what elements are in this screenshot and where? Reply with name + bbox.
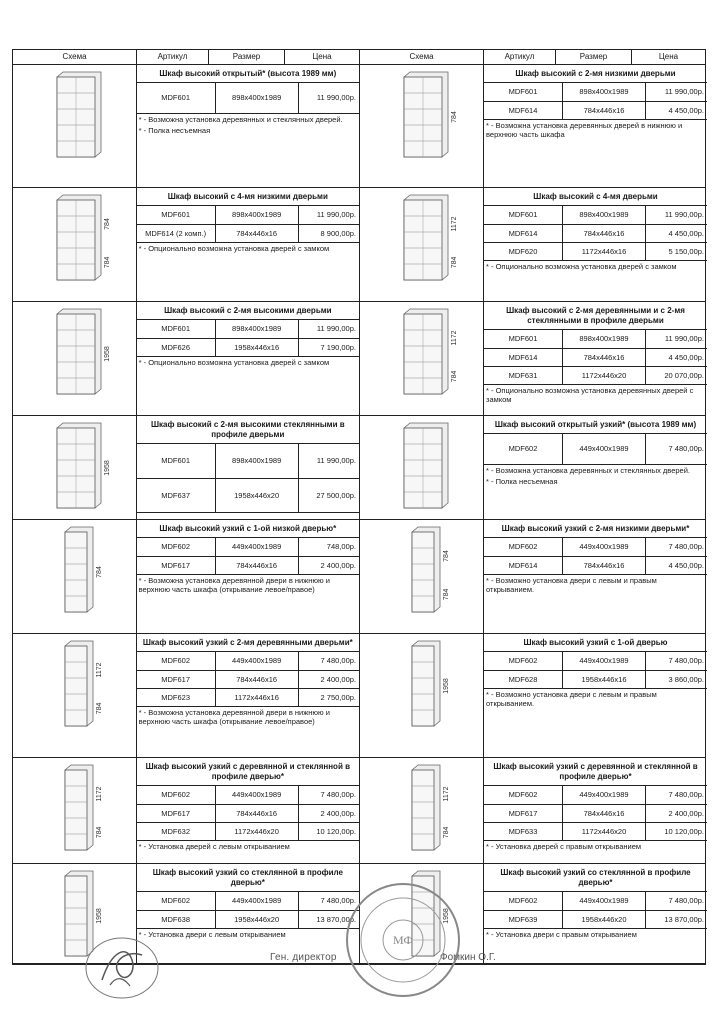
price-cell: 20 070,00р. bbox=[646, 366, 708, 384]
table-row bbox=[484, 652, 707, 670]
article-cell: MDF602 bbox=[137, 892, 216, 910]
product-cell-left bbox=[13, 864, 360, 963]
table-row bbox=[137, 822, 359, 840]
product-title: Шкаф высокий узкий с деревянной и стеклянной в профиле дверью* bbox=[137, 758, 359, 786]
size-cell: 449x400x1989 bbox=[563, 538, 646, 556]
article-cell: MDF602 bbox=[484, 538, 563, 556]
article-cell: MDF602 bbox=[137, 786, 216, 804]
table-row bbox=[484, 366, 707, 384]
table-row bbox=[137, 538, 359, 556]
price-cell: 7 480,00р. bbox=[646, 434, 708, 464]
product-title: Шкаф высокий узкий со стеклянной в профиле дверью* bbox=[484, 864, 707, 892]
product-info bbox=[137, 188, 359, 301]
size-cell: 449x400x1989 bbox=[215, 786, 298, 804]
article-cell: MDF614 bbox=[484, 101, 563, 119]
table-row bbox=[137, 556, 359, 574]
price-table bbox=[137, 206, 359, 243]
price-cell: 2 400,00р. bbox=[298, 556, 359, 574]
director-label: Ген. директор bbox=[270, 952, 337, 963]
product-info bbox=[484, 864, 707, 963]
product-info bbox=[137, 520, 359, 633]
table-row bbox=[137, 83, 359, 113]
article-cell: MDF602 bbox=[484, 786, 563, 804]
product-info bbox=[137, 634, 359, 757]
article-cell: MDF628 bbox=[484, 670, 563, 688]
size-cell: 449x400x1989 bbox=[215, 892, 298, 910]
cabinet-sketch bbox=[13, 758, 137, 868]
article-cell: MDF639 bbox=[484, 910, 563, 928]
article-cell: MDF626 bbox=[137, 338, 216, 356]
dimension-label: 784 bbox=[443, 588, 450, 601]
price-cell: 10 120,00р. bbox=[646, 822, 708, 840]
product-row bbox=[13, 416, 705, 520]
size-cell: 898x400x1989 bbox=[215, 444, 298, 478]
price-table bbox=[137, 892, 359, 929]
product-info bbox=[137, 302, 359, 415]
size-cell: 1172x446x20 bbox=[563, 366, 646, 384]
price-table bbox=[137, 83, 359, 114]
dimension-label: 784 bbox=[443, 550, 450, 562]
price-cell: 2 400,00р. bbox=[298, 804, 359, 822]
product-cell-left bbox=[13, 188, 360, 301]
price-table bbox=[484, 538, 707, 575]
cabinet-sketch bbox=[13, 416, 137, 526]
product-info bbox=[137, 65, 359, 187]
cabinet-sketch bbox=[13, 188, 137, 298]
article-cell: MDF601 bbox=[484, 83, 563, 101]
table-row bbox=[137, 320, 359, 338]
footnote: * - Возможна установка деревянных и стеклянных дверей. bbox=[138, 114, 343, 124]
product-cell-right bbox=[360, 634, 707, 757]
signature bbox=[82, 930, 162, 1005]
price-table bbox=[137, 652, 359, 707]
price-table bbox=[484, 330, 707, 385]
dimension-label: 1958 bbox=[96, 908, 103, 924]
footnote: * - Полка несъемная bbox=[138, 126, 211, 135]
size-cell: 784x446x16 bbox=[215, 556, 298, 574]
footnote: * - Опционально возможна установка деревянных дверей с замком bbox=[486, 385, 694, 404]
size-cell: 449x400x1989 bbox=[563, 434, 646, 464]
size-cell: 784x446x16 bbox=[563, 348, 646, 366]
size-cell: 898x400x1989 bbox=[215, 83, 298, 113]
price-cell: 4 450,00р. bbox=[646, 348, 708, 366]
table-row bbox=[484, 538, 707, 556]
size-cell: 1958x446x20 bbox=[563, 910, 646, 928]
header-size-right: Размер bbox=[556, 50, 632, 64]
table-row bbox=[484, 804, 707, 822]
price-cell: 7 480,00р. bbox=[298, 786, 359, 804]
dimension-label: 1172 bbox=[96, 786, 103, 802]
price-cell: 4 450,00р. bbox=[646, 556, 708, 574]
scheme-cell bbox=[13, 416, 137, 519]
product-info bbox=[484, 302, 707, 415]
article-cell: MDF617 bbox=[137, 670, 216, 688]
article-cell: MDF602 bbox=[484, 892, 563, 910]
product-info bbox=[484, 758, 707, 863]
price-cell: 11 990,00р. bbox=[298, 83, 359, 113]
dimension-label: 784 bbox=[451, 370, 458, 383]
cabinet-sketch bbox=[360, 416, 484, 526]
price-table bbox=[484, 892, 707, 929]
product-info bbox=[484, 520, 707, 633]
dimension-label: 784 bbox=[96, 702, 103, 715]
size-cell: 1172x446x16 bbox=[215, 688, 298, 706]
footnote: * - Опционально возможна установка дверей с замком bbox=[138, 243, 330, 253]
dimension-label: 1958 bbox=[443, 678, 450, 694]
article-cell: MDF617 bbox=[137, 804, 216, 822]
footnote: * - Возможно установка двери с левым и правым открыванием. bbox=[486, 689, 657, 708]
product-row bbox=[13, 302, 705, 416]
product-row bbox=[13, 65, 705, 188]
product-title: Шкаф высокий узкий с 1-ой дверью bbox=[484, 634, 707, 652]
product-title: Шкаф высокий с 4-мя дверьми bbox=[484, 188, 707, 206]
price-cell: 2 400,00р. bbox=[646, 804, 708, 822]
footnote: * - Возможна установка деревянной двери в нижнюю и верхнюю часть шкафа (открывание левое/правое) bbox=[138, 707, 330, 726]
product-cell-left bbox=[13, 416, 360, 519]
table-row bbox=[137, 786, 359, 804]
cabinet-sketch bbox=[13, 520, 137, 630]
table-row bbox=[137, 670, 359, 688]
footnote: * - Возможно установка двери с левым и правым открыванием. bbox=[486, 575, 657, 594]
article-cell: MDF602 bbox=[137, 538, 216, 556]
header-scheme-right: Схема bbox=[360, 50, 484, 64]
cabinet-sketch bbox=[13, 634, 137, 744]
product-cell-left bbox=[13, 520, 360, 633]
size-cell: 449x400x1989 bbox=[215, 538, 298, 556]
svg-text:МФ: МФ bbox=[393, 933, 413, 947]
product-rows bbox=[13, 65, 705, 964]
product-title: Шкаф высокий с 2-мя деревянными и с 2-мя стеклянными в профиле дверьми bbox=[484, 302, 707, 330]
table-row bbox=[137, 688, 359, 706]
director-name: Фомкин О.Г. bbox=[440, 952, 496, 963]
dimension-label: 1958 bbox=[104, 460, 111, 476]
product-row bbox=[13, 758, 705, 864]
article-cell: MDF632 bbox=[137, 822, 216, 840]
table-row bbox=[484, 348, 707, 366]
price-cell: 11 990,00р. bbox=[298, 320, 359, 338]
price-cell: 7 480,00р. bbox=[298, 892, 359, 910]
scheme-cell bbox=[360, 65, 484, 187]
article-cell: MDF601 bbox=[484, 330, 563, 348]
footnote: * - Возможна установка деревянной двери в нижнюю и верхнюю часть шкафа (открывание левое/правое) bbox=[138, 575, 330, 594]
product-info bbox=[484, 65, 707, 187]
product-cell-left bbox=[13, 634, 360, 757]
price-table bbox=[484, 786, 707, 841]
footnote: * - Установка дверей с правым открыванием bbox=[486, 841, 642, 851]
size-cell: 784x446x16 bbox=[563, 556, 646, 574]
size-cell: 898x400x1989 bbox=[215, 320, 298, 338]
product-title: Шкаф высокий открытый узкий* (высота 1989 мм) bbox=[484, 416, 707, 434]
dimension-label: 784 bbox=[104, 256, 111, 269]
price-cell: 11 990,00р. bbox=[298, 206, 359, 224]
price-table bbox=[484, 83, 707, 120]
table-row bbox=[484, 910, 707, 928]
table-row bbox=[137, 206, 359, 224]
price-cell: 7 480,00р. bbox=[646, 786, 708, 804]
price-cell: 8 900,00р. bbox=[298, 224, 359, 242]
size-cell: 449x400x1989 bbox=[215, 652, 298, 670]
table-row bbox=[484, 224, 707, 242]
footnote: * - Установка двери с правым открыванием bbox=[486, 929, 637, 939]
product-title: Шкаф высокий с 2-мя высокими дверьми bbox=[137, 302, 359, 320]
cabinet-sketch bbox=[360, 302, 484, 412]
article-cell: MDF614 (2 комп.) bbox=[137, 224, 216, 242]
product-info bbox=[137, 864, 359, 963]
scheme-cell bbox=[13, 65, 137, 187]
size-cell: 784x446x16 bbox=[563, 804, 646, 822]
article-cell: MDF633 bbox=[484, 822, 563, 840]
article-cell: MDF638 bbox=[137, 910, 216, 928]
table-row bbox=[137, 892, 359, 910]
dimension-label: 784 bbox=[104, 218, 111, 230]
size-cell: 449x400x1989 bbox=[563, 652, 646, 670]
size-cell: 898x400x1989 bbox=[563, 83, 646, 101]
price-table bbox=[484, 434, 707, 465]
scheme-cell bbox=[360, 758, 484, 863]
product-title: Шкаф высокий узкий с деревянной и стеклянной в профиле дверью* bbox=[484, 758, 707, 786]
product-cell-right bbox=[360, 758, 707, 863]
table-row bbox=[137, 652, 359, 670]
article-cell: MDF601 bbox=[137, 206, 216, 224]
scheme-cell bbox=[13, 302, 137, 415]
dimension-label: 1958 bbox=[104, 346, 111, 362]
dimension-label: 1172 bbox=[451, 330, 458, 346]
price-cell: 7 480,00р. bbox=[298, 652, 359, 670]
table-row bbox=[137, 478, 359, 512]
cabinet-sketch bbox=[360, 188, 484, 298]
header-article: Артикул bbox=[137, 50, 209, 64]
product-row bbox=[13, 188, 705, 302]
price-cell: 11 990,00р. bbox=[646, 83, 708, 101]
scheme-cell bbox=[360, 520, 484, 633]
table-row bbox=[137, 910, 359, 928]
price-table bbox=[137, 538, 359, 575]
article-cell: MDF601 bbox=[137, 320, 216, 338]
size-cell: 449x400x1989 bbox=[563, 786, 646, 804]
table-row bbox=[484, 556, 707, 574]
table-row bbox=[484, 83, 707, 101]
product-row bbox=[13, 520, 705, 634]
cabinet-sketch bbox=[360, 634, 484, 744]
footnote: * - Опционально возможна установка дверей с замком bbox=[138, 357, 330, 367]
article-cell: MDF614 bbox=[484, 556, 563, 574]
product-title: Шкаф высокий узкий со стеклянной в профиле дверью* bbox=[137, 864, 359, 892]
header-article-right: Артикул bbox=[484, 50, 556, 64]
cabinet-sketch bbox=[360, 65, 484, 175]
dimension-label: 784 bbox=[96, 826, 103, 839]
scheme-cell bbox=[360, 634, 484, 757]
table-row bbox=[137, 804, 359, 822]
price-table bbox=[137, 786, 359, 841]
product-cell-left bbox=[13, 302, 360, 415]
size-cell: 1958x446x20 bbox=[215, 910, 298, 928]
price-cell: 7 190,00р. bbox=[298, 338, 359, 356]
table-row bbox=[484, 206, 707, 224]
header-size: Размер bbox=[209, 50, 285, 64]
price-cell: 11 990,00р. bbox=[298, 444, 359, 478]
product-cell-right bbox=[360, 520, 707, 633]
dimension-label: 1172 bbox=[443, 786, 450, 802]
cabinet-sketch bbox=[360, 520, 484, 630]
article-cell: MDF602 bbox=[484, 652, 563, 670]
price-table bbox=[484, 206, 707, 261]
price-cell: 13 870,00р. bbox=[298, 910, 359, 928]
article-cell: MDF601 bbox=[137, 444, 216, 478]
size-cell: 784x446x16 bbox=[215, 670, 298, 688]
product-cell-left bbox=[13, 65, 360, 187]
table-row bbox=[484, 892, 707, 910]
product-title: Шкаф высокий узкий с 1-ой низкой дверью* bbox=[137, 520, 359, 538]
product-info bbox=[137, 416, 359, 519]
scheme-cell bbox=[13, 188, 137, 301]
footnote: * - Установка дверей с левым открыванием bbox=[138, 841, 290, 851]
footnote: * - Полка несъемная bbox=[486, 477, 558, 486]
table-row bbox=[484, 330, 707, 348]
size-cell: 784x446x16 bbox=[563, 224, 646, 242]
product-title: Шкаф высокий с 4-мя низкими дверьми bbox=[137, 188, 359, 206]
scheme-cell bbox=[360, 416, 484, 519]
article-cell: MDF620 bbox=[484, 242, 563, 260]
product-title: Шкаф высокий с 2-мя низкими дверьми bbox=[484, 65, 707, 83]
scheme-cell bbox=[13, 520, 137, 633]
header-price-right: Цена bbox=[658, 52, 679, 61]
product-cell-right bbox=[360, 302, 707, 415]
price-cell: 4 450,00р. bbox=[646, 101, 708, 119]
footnote: * - Опционально возможна установка дверей с замком bbox=[486, 261, 677, 271]
product-info bbox=[484, 634, 707, 757]
dimension-label: 784 bbox=[443, 826, 450, 839]
scheme-cell bbox=[360, 302, 484, 415]
footnote: * - Установка двери с левым открыванием bbox=[138, 929, 286, 939]
product-title: Шкаф высокий с 2-мя высокими стеклянными в профиле дверьми bbox=[137, 416, 359, 444]
price-table bbox=[137, 444, 359, 513]
price-cell: 2 750,00р. bbox=[298, 688, 359, 706]
price-sheet bbox=[12, 49, 706, 965]
size-cell: 784x446x16 bbox=[215, 804, 298, 822]
scheme-cell bbox=[13, 634, 137, 757]
product-row bbox=[13, 634, 705, 758]
size-cell: 898x400x1989 bbox=[563, 330, 646, 348]
cabinet-sketch bbox=[13, 65, 137, 175]
footnote: * - Возможна установка деревянных дверей в нижнюю и верхнюю часть шкафа bbox=[486, 120, 683, 139]
scheme-cell bbox=[13, 758, 137, 863]
price-cell: 10 120,00р. bbox=[298, 822, 359, 840]
table-row bbox=[484, 822, 707, 840]
price-cell: 7 480,00р. bbox=[646, 652, 708, 670]
article-cell: MDF601 bbox=[137, 83, 216, 113]
size-cell: 784x446x16 bbox=[215, 224, 298, 242]
product-cell-right bbox=[360, 416, 707, 519]
price-cell: 748,00р. bbox=[298, 538, 359, 556]
article-cell: MDF631 bbox=[484, 366, 563, 384]
price-cell: 11 990,00р. bbox=[646, 330, 708, 348]
product-title: Шкаф высокий открытый* (высота 1989 мм) bbox=[137, 65, 359, 83]
size-cell: 1958x446x16 bbox=[215, 338, 298, 356]
product-cell-right bbox=[360, 65, 707, 187]
price-table bbox=[137, 320, 359, 357]
price-cell: 7 480,00р. bbox=[646, 538, 708, 556]
table-row bbox=[137, 338, 359, 356]
table-row bbox=[484, 786, 707, 804]
article-cell: MDF637 bbox=[137, 478, 216, 512]
table-row bbox=[137, 224, 359, 242]
article-cell: MDF602 bbox=[137, 652, 216, 670]
price-cell: 3 860,00р. bbox=[646, 670, 708, 688]
article-cell: MDF601 bbox=[484, 206, 563, 224]
price-cell: 4 450,00р. bbox=[646, 224, 708, 242]
price-cell: 27 500,00р. bbox=[298, 478, 359, 512]
product-info bbox=[137, 758, 359, 863]
size-cell: 784x446x16 bbox=[563, 101, 646, 119]
size-cell: 1958x446x20 bbox=[215, 478, 298, 512]
article-cell: MDF617 bbox=[137, 556, 216, 574]
article-cell: MDF623 bbox=[137, 688, 216, 706]
dimension-label: 1172 bbox=[451, 216, 458, 232]
table-row bbox=[484, 242, 707, 260]
table-row bbox=[137, 444, 359, 478]
dimension-label: 784 bbox=[96, 566, 103, 578]
product-info bbox=[484, 416, 707, 519]
product-title: Шкаф высокий узкий с 2-мя низкими дверьми* bbox=[484, 520, 707, 538]
company-stamp bbox=[338, 880, 468, 1005]
cabinet-sketch bbox=[13, 302, 137, 412]
product-info bbox=[484, 188, 707, 301]
price-cell: 7 480,00р. bbox=[646, 892, 708, 910]
dimension-label: 1958 bbox=[443, 908, 450, 924]
table-header bbox=[13, 50, 705, 65]
cabinet-sketch bbox=[360, 758, 484, 868]
size-cell: 449x400x1989 bbox=[563, 892, 646, 910]
header-scheme: Схема bbox=[13, 50, 137, 64]
dimension-label: 784 bbox=[451, 256, 458, 269]
article-cell: MDF602 bbox=[484, 434, 563, 464]
article-cell: MDF614 bbox=[484, 224, 563, 242]
size-cell: 1172x446x16 bbox=[563, 242, 646, 260]
price-cell: 13 870,00р. bbox=[646, 910, 708, 928]
size-cell: 898x400x1989 bbox=[563, 206, 646, 224]
header-price: Цена bbox=[285, 50, 360, 64]
size-cell: 898x400x1989 bbox=[215, 206, 298, 224]
article-cell: MDF614 bbox=[484, 348, 563, 366]
table-row bbox=[484, 101, 707, 119]
article-cell: MDF617 bbox=[484, 804, 563, 822]
size-cell: 1172x446x20 bbox=[563, 822, 646, 840]
size-cell: 1172x446x20 bbox=[215, 822, 298, 840]
price-cell: 5 150,00р. bbox=[646, 242, 708, 260]
table-row bbox=[484, 670, 707, 688]
table-row bbox=[484, 434, 707, 464]
price-cell: 11 990,00р. bbox=[646, 206, 708, 224]
footnote: * - Возможна установка деревянных и стеклянных дверей. bbox=[486, 465, 690, 475]
product-cell-right bbox=[360, 188, 707, 301]
scheme-cell bbox=[360, 188, 484, 301]
product-title: Шкаф высокий узкий с 2-мя деревянными дверьми* bbox=[137, 634, 359, 652]
dimension-label: 1172 bbox=[96, 662, 103, 678]
size-cell: 1958x446x16 bbox=[563, 670, 646, 688]
dimension-label: 784 bbox=[451, 111, 458, 123]
product-cell-left bbox=[13, 758, 360, 863]
price-table bbox=[484, 652, 707, 689]
price-cell: 2 400,00р. bbox=[298, 670, 359, 688]
